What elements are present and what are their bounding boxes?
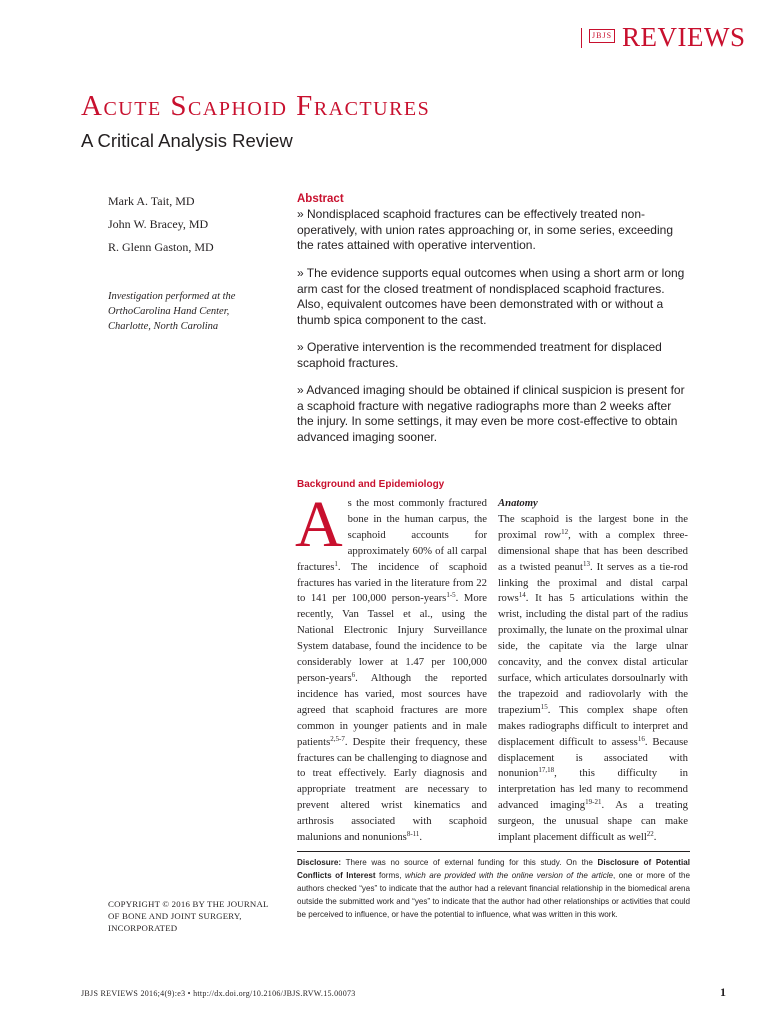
background-body	[295, 488, 487, 846]
anatomy-section	[498, 496, 688, 846]
disclosure-online-phrase: which are provided with the online version of the article	[405, 871, 614, 880]
background-citation: 1-5	[446, 591, 456, 600]
anatomy-citation: 12	[561, 527, 569, 536]
disclosure-text-1: There was no source of external funding for this study. On the	[341, 858, 598, 867]
background-citation: 6	[351, 670, 356, 679]
abstract-point-4: » Advanced imaging should be obtained if clinical suspicion is present for a scaphoid fracture with negative radiographs more than 2 weeks after the injury. In some settings, it may even be more cost-effective to obtain advanced imaging sooner.	[297, 383, 685, 444]
anatomy-citation: 14	[518, 591, 526, 600]
anatomy-citation: 16	[637, 734, 645, 743]
background-heading: Background and Epidemiology	[297, 479, 445, 490]
disclosure-note	[297, 856, 690, 921]
logo-divider	[581, 28, 582, 48]
author-1: Mark A. Tait, MD	[108, 194, 195, 208]
footer-citation: JBJS REVIEWS 2016;4(9):e3 • http://dx.doi.org/10.2106/JBJS.RVW.15.00073	[81, 989, 356, 998]
background-citation: 2,5-7	[330, 734, 345, 743]
abstract-point-3: » Operative intervention is the recommended treatment for displaced scaphoid fractures.	[297, 340, 662, 370]
drop-cap: A	[295, 488, 343, 561]
disclosure-label: Disclosure:	[297, 858, 342, 867]
background-citation: 8-11	[406, 830, 420, 839]
anatomy-text: The scaphoid is the largest bone in the proximal row$^{12}$, with a complex three-dimensional shape that has been described as a twisted peanut$^{13}$. It serves as a tie-rod linking the proximal and distal carpal rows$^{14}$. It has 5 articulations within the wrist, including the distal part of the radius proximally, the lunate on the proximal ulnar side, the capitate via the large ulnar concavity, and the convex distal articular surface, which articulates dorsoulnarly with the trapezoid and radiovolarly with the trapezium$^{15}$. This complex shape often makes radiographs difficult to interpret and displacement difficult to assess$^{16}$. Because displacement is associated with nonunion$^{17,18}$, this difficulty in interpretation has led many to recommend advanced imaging$^{19-21}$. As a treating surgeon, the unusual shape can make implant placement difficult as well$^{22}$.	[498, 512, 689, 844]
article-title: Acute Scaphoid Fractures	[81, 90, 431, 122]
abstract-point-2: » The evidence supports equal outcomes when using a short arm or long arm cast for the closed treatment of nondisplaced scaphoid fractures. Also, equivalent outcomes have been demonstrated with or without a thumb spica component to the cast.	[297, 266, 685, 327]
anatomy-heading: Anatomy	[498, 497, 538, 509]
abstract-point-1: » Nondisplaced scaphoid fractures can be effectively treated non-operatively, with union rates approaching or, in some series, exceeding the rates attained with operative intervention.	[297, 207, 673, 252]
disclosure-divider	[297, 851, 690, 852]
author-2: John W. Bracey, MD	[108, 217, 209, 231]
article-subtitle: A Critical Analysis Review	[81, 130, 293, 151]
background-citation: 1	[334, 559, 338, 568]
jbjs-logo-box: JBJS	[589, 29, 615, 43]
author-3: R. Glenn Gaston, MD	[108, 240, 214, 254]
page-number: 1	[720, 985, 726, 999]
disclosure-text-3: , one or more of the authors checked “yes” to indicate that the author had a relevant financial relationship in the biomedical arena outside the submitted work and “yes” to indicate that the author had other relationships or activities that could be perceived to influence, or have the potential to influence, what was written in this work.	[297, 871, 691, 919]
background-text: s the most commonly fractured bone in the human carpus, the scaphoid accounts for approximately 60% of all carpal fractures$^1$. The incidence of scaphoid fractures has varied in the literature from 22 to 141 per 100,000 person-years$^{1-5}$. More recently, Van Tassel et al., using the National Electronic Injury Surveillance System database, found the incidence to be considerably lower at 1.47 per 100,000 person-years$^6$. Although the reported incidence has varied, most sources have agreed that scaphoid fractures are more common in younger patients and in male patients$^{2,5-7}$. Despite their frequency, these fractures can be challenging to diagnose and to treat effectively. Early diagnosis and appropriate treatment are necessary to prevent altered wrist kinematics and arthrosis associated with scaphoid malunions and nonunions$^{8-11}$.	[297, 497, 487, 844]
disclosure-forms-phrase: Disclosure of Potential Conflicts of Interest	[297, 858, 690, 880]
anatomy-citation: 13	[582, 559, 590, 568]
anatomy-citation: 15	[540, 702, 548, 711]
anatomy-citation: 19-21	[585, 798, 602, 807]
abstract-heading: Abstract	[297, 193, 344, 205]
anatomy-citation: 22	[646, 830, 654, 839]
reviews-logo-word: REVIEWS	[622, 22, 746, 52]
copyright-notice: COPYRIGHT © 2016 BY THE JOURNAL OF BONE AND JOINT SURGERY, INCORPORATED	[108, 899, 269, 933]
investigation-note: Investigation performed at the OrthoCarolina Hand Center, Charlotte, North Carolina	[108, 291, 236, 332]
disclosure-text-2: forms,	[375, 871, 406, 880]
anatomy-citation: 17,18	[538, 766, 555, 775]
